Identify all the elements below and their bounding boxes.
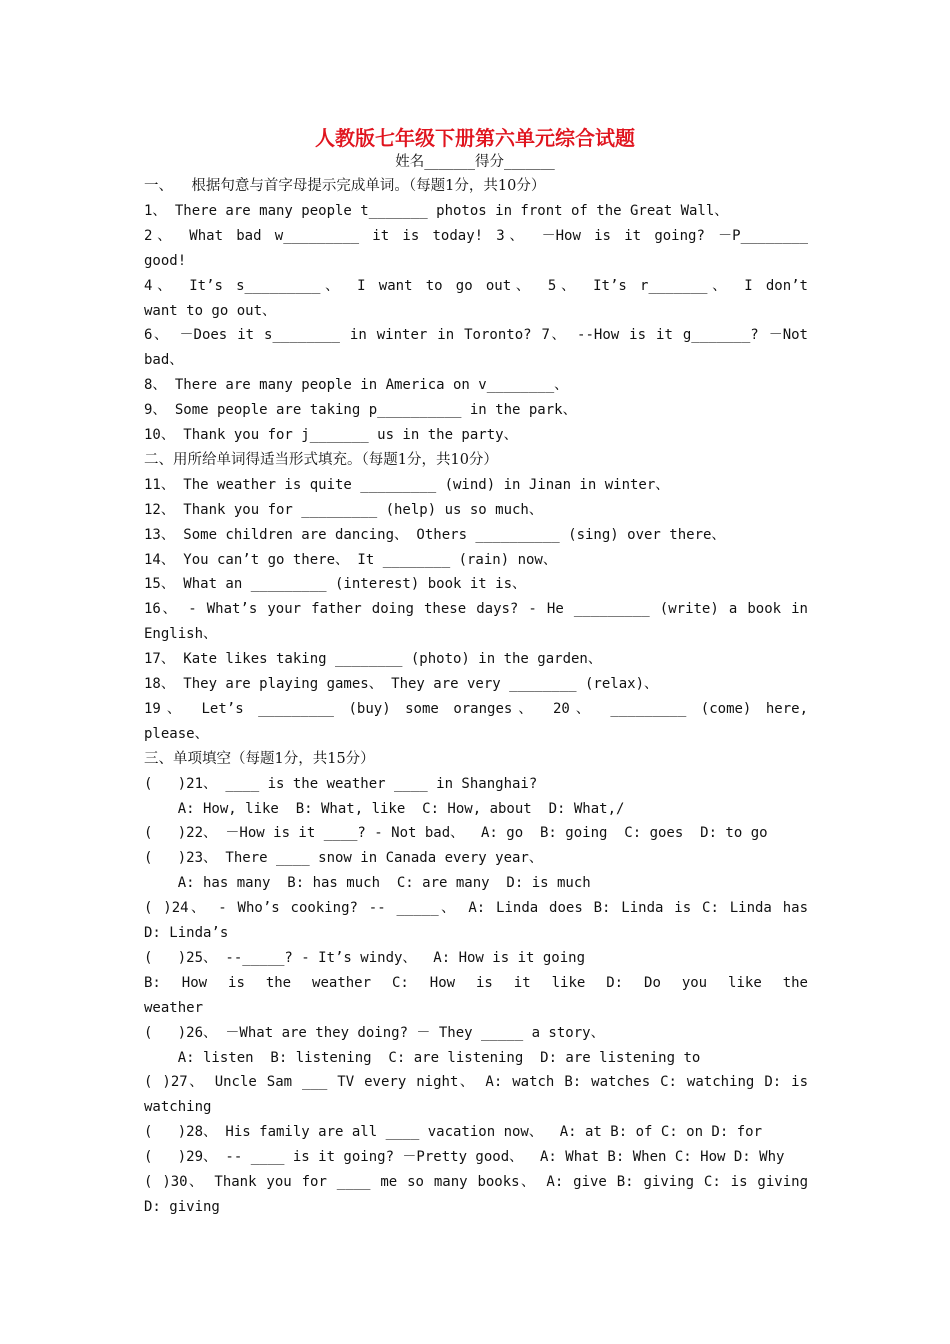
question-line: 6、 －Does it s________ in winter in Toronto? 7、 --How is it g_______? －Not [144, 327, 808, 344]
question-line: ( )29、 -- ____ is it going? －Pretty good、 A: What B: When C: How D: Why [144, 1149, 785, 1166]
question-line: ( )26、 －What are they doing? － They _____ a story、 [144, 1024, 605, 1041]
question-line: 9、 Some people are taking p__________ in the park、 [144, 402, 577, 419]
question-line: ( )28、 His family are all ____ vacation now、 A: at B: of C: on D: for [144, 1124, 763, 1141]
question-line: 16、 - What’s your father doing these days? - He _________ (write) a book in [144, 601, 808, 618]
question-line: ( )22、 －How is it ____? - Not bad、 A: go B: going C: goes D: to go [144, 825, 768, 842]
question-line: 19、 Let’s _________ (buy) some oranges、 20、 _________ (come) here, [144, 700, 808, 717]
question-line: 17、 Kate likes taking ________ (photo) in the garden、 [144, 651, 602, 668]
question-line: A: How, like B: What, like C: How, about D: What,/ [144, 800, 625, 817]
question-line: ( )27、 Uncle Sam ___ TV every night、 A: watch B: watches C: watching D: is [144, 1074, 808, 1091]
question-line: 1、 There are many people t_______ photos in front of the Great Wall、 [144, 202, 729, 219]
question-line: 12、 Thank you for _________ (help) us so much、 [144, 501, 543, 518]
question-line: 2、 What bad w_________ it is today! 3、 －How is it going? －P________ [144, 227, 808, 244]
question-line: weather [144, 999, 204, 1016]
question-line: want to go out、 [144, 302, 277, 319]
question-line: D: giving [144, 1198, 220, 1215]
question-line: 15、 What an _________ (interest) book it is、 [144, 576, 527, 593]
question-line: good! [144, 252, 187, 269]
question-line: A: has many B: has much C: are many D: is much [144, 875, 591, 892]
question-line: watching [144, 1099, 212, 1116]
question-line: 8、 There are many people in America on v________、 [144, 377, 569, 394]
question-line: English、 [144, 626, 218, 643]
question-line: ( )21、 ____ is the weather ____ in Shanghai? [144, 775, 538, 792]
question-line: ( )24、 - Who’s cooking? -- _____、 A: Linda does B: Linda is C: Linda has [144, 900, 808, 917]
question-line: ( )25、 --_____? - It’s windy、 A: How is it going [144, 949, 586, 966]
page-title: 人教版七年级下册第六单元综合试题 [315, 126, 635, 150]
question-line: B: How is the weather C: How is it like D: Do you like the [144, 974, 808, 991]
question-line: ( )30、 Thank you for ____ me so many books、 A: give B: giving C: is giving [144, 1174, 808, 1190]
question-line: bad、 [144, 352, 184, 369]
section-heading: 三、单项填空（每题1分，共15分） [144, 750, 375, 767]
question-line: 11、 The weather is quite _________ (wind) in Jinan in winter、 [144, 476, 670, 493]
question-line: 10、 Thank you for j_______ us in the party、 [144, 427, 518, 443]
question-line: A: listen B: listening C: are listening D: are listening to [144, 1049, 701, 1066]
question-line: ( )23、 There ____ snow in Canada every year、 [144, 850, 543, 867]
question-line: 4、 It’s s_________、 I want to go out、 5、 It’s r_______、 I don’t [144, 277, 808, 294]
question-line: 13、 Some children are dancing、 Others __________ (sing) over there、 [144, 526, 726, 543]
section-heading: 二、用所给单词得适当形式填充。（每题1分，共10分） [144, 451, 498, 468]
question-line: 18、 They are playing games、 They are very ________ (relax)、 [144, 676, 659, 692]
question-line: please、 [144, 725, 209, 742]
question-line: 14、 You can’t go there、 It ________ (rain) now、 [144, 551, 557, 568]
question-line: D: Linda’s [144, 925, 229, 941]
name-score-line: 姓名_______得分_______ [395, 154, 555, 170]
section-heading: 一、 根据句意与首字母提示完成单词。（每题1分，共10分） [144, 178, 546, 194]
